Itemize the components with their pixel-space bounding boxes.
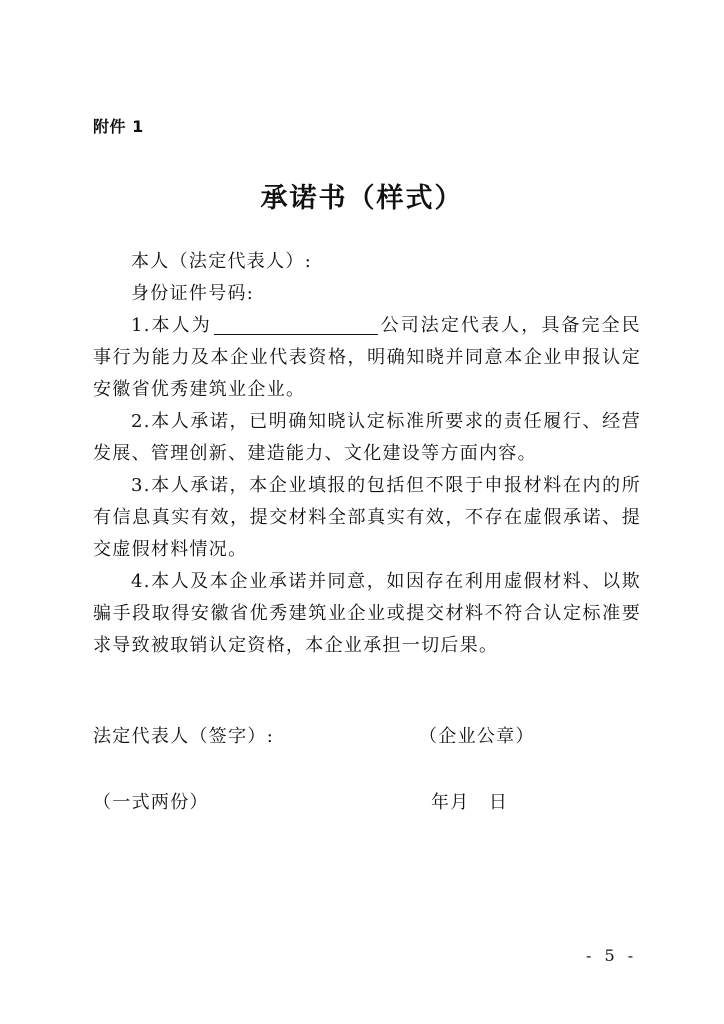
item-1-text: 公司法定代表人，具备完全民事行为能力及本企业代表资格，明确知晓并同意本企业申报认定安徽省优秀建筑业企业。 [93, 315, 641, 400]
commitment-item-3: 3.本人承诺，本企业填报的包括但不限于申报材料在内的所有信息真实有效，提交材料全部真实有效，不存在虚假承诺、提交虚假材料情况。 [93, 475, 641, 560]
legal-rep-signature-label: 法定代表人（签字）: [93, 726, 275, 747]
document-title: 承诺书（样式） [260, 183, 464, 214]
id-number-line: 身份证件号码: [131, 283, 255, 304]
item-1-prefix: 1.本人为 [131, 315, 212, 336]
commitment-item-2: 2.本人承诺，已明确知晓认定标准所要求的责任履行、经营发展、管理创新、建造能力、文化建设等方面内容。 [93, 411, 641, 464]
company-seal-label: （企业公章） [419, 726, 535, 747]
attachment-label: 附件 1 [93, 117, 144, 136]
copies-label: （一式两份） [93, 792, 209, 813]
commitment-body [93, 246, 641, 662]
legal-representative-line: 本人（法定代表人）: [131, 251, 313, 272]
commitment-item-4: 4.本人及本企业承诺并同意，如因存在利用虚假材料、以欺骗手段取得安徽省优秀建筑业企业或提交材料不符合认定标准要求导致被取销认定资格，本企业承担一切后果。 [93, 571, 641, 656]
page-number: - 5 - [586, 946, 638, 965]
date-label: 年月 日 [431, 792, 509, 813]
commitment-item-1 [93, 310, 641, 406]
company-name-blank [214, 316, 378, 335]
